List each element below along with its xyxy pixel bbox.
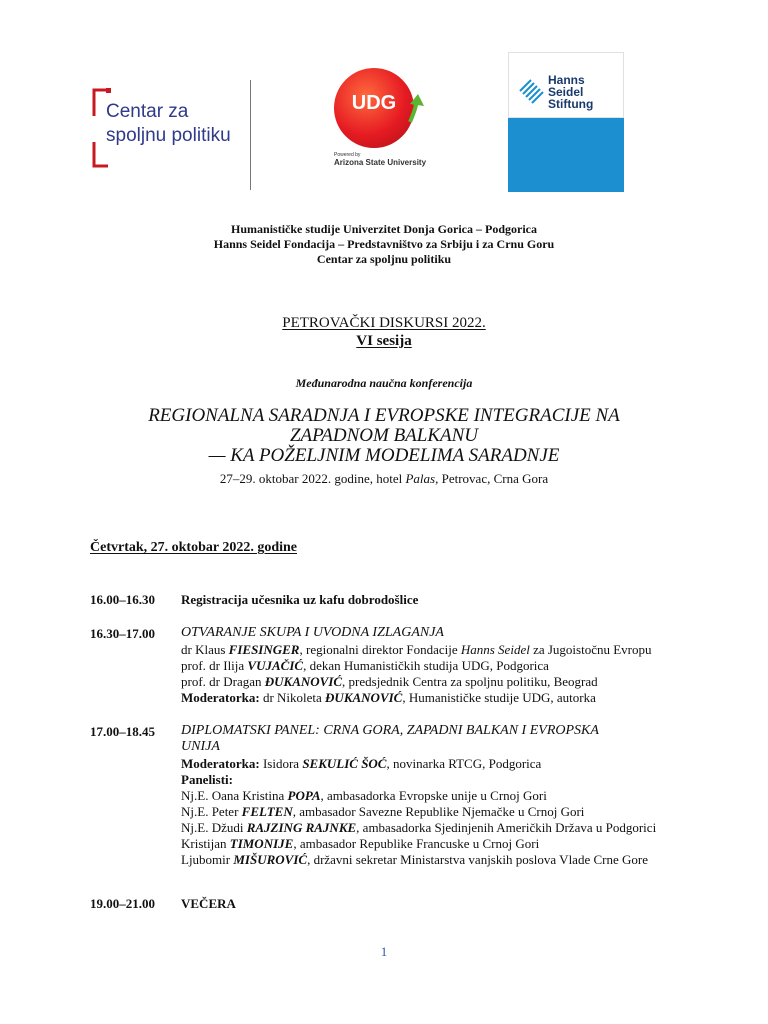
speaker-org: Hanns Seidel <box>460 642 530 657</box>
speaker-name: VUJAČIĆ <box>247 658 304 673</box>
hss-diamond-icon <box>518 78 544 104</box>
cfp-logo-text <box>106 100 231 148</box>
theme-line: — KA POŽELJNIM MODELIMA SARADNJE <box>208 445 560 466</box>
session-time: 17.00–18.45 <box>90 724 155 739</box>
panelist-role: , ambasador Republike Francuske u Crnoj Gori <box>293 836 540 851</box>
panelist-name: POPA <box>287 788 321 803</box>
panelist-role: , ambasador Savezne Republike Njemačke u Crnoj Gori <box>292 804 585 819</box>
session-time: 16.30–17.00 <box>90 626 155 641</box>
event-title-block <box>0 314 768 350</box>
panelists-label: Panelisti: <box>181 772 233 787</box>
moderator-label: Moderatorka: <box>181 756 260 771</box>
page-number: 1 <box>380 944 388 959</box>
moderator-line <box>181 756 541 772</box>
speaker-prefix: prof. dr Ilija <box>181 658 248 673</box>
session-title: Registracija učesnika uz kafu dobrodošlice <box>181 592 419 607</box>
hss-logo-band <box>508 118 624 192</box>
organizer-line: Hanns Seidel Fondacija – Predstavništvo za Srbiju i za Crnu Goru <box>213 237 555 251</box>
udg-logo <box>330 68 440 168</box>
centar-za-spoljnu-politiku-logo <box>88 80 256 190</box>
speaker-name: ĐUKANOVIĆ <box>264 674 343 689</box>
speaker-role: , dekan Humanističkih studija UDG, Podgorica <box>303 658 549 673</box>
panelist-line <box>181 820 656 836</box>
panelist-line <box>181 804 584 820</box>
session-title: VEČERA <box>181 896 236 911</box>
panelist-prefix: Kristijan <box>181 836 230 851</box>
moderator-role: , Humanističke studije UDG, autorka <box>402 690 596 705</box>
session-title: DIPLOMATSKI PANEL: CRNA GORA, ZAPADNI BALKAN I EVROPSKA <box>181 723 599 738</box>
speaker-line <box>181 658 549 674</box>
panelist-line <box>181 788 547 804</box>
moderator-prefix: dr Nikoleta <box>259 690 326 705</box>
dates-suffix: , Petrovac, Crna Gora <box>435 471 549 486</box>
day-heading-text: Četvrtak, 27. oktobar 2022. godine <box>90 540 298 555</box>
hss-line3: Stiftung <box>548 97 594 111</box>
hss-line2: Seidel <box>548 85 584 99</box>
theme-line: REGIONALNA SARADNJA I EVROPSKE INTEGRACIJE NA <box>148 405 620 426</box>
session-title-continued: UNIJA <box>181 739 220 754</box>
event-session: VI sesija <box>356 333 412 349</box>
speaker-name: FIESINGER <box>228 642 300 657</box>
moderator-label: Moderatorka: <box>181 690 260 705</box>
udg-university: Arizona State University <box>334 158 427 167</box>
panelist-prefix: Ljubomir <box>181 852 234 867</box>
moderator-role: , novinarka RTCG, Podgorica <box>386 756 542 771</box>
panelist-name: RAJZING RAJNKE <box>246 820 357 835</box>
panelist-name: MIŠUROVIĆ <box>233 852 308 867</box>
hss-logo-text <box>548 74 593 110</box>
speaker-role-end: za Jugoistočnu Evropu <box>529 642 652 657</box>
cfp-line2: spoljnu politiku <box>106 125 231 146</box>
panelist-name: FELTEN <box>241 804 293 819</box>
speaker-role: , regionalni direktor Fondacije <box>299 642 461 657</box>
moderator-name: ĐUKANOVIĆ <box>325 690 403 705</box>
speaker-line <box>181 674 598 690</box>
speaker-line <box>181 642 652 658</box>
session-time: 19.00–21.00 <box>90 896 155 911</box>
speaker-prefix: dr Klaus <box>181 642 229 657</box>
speaker-prefix: prof. dr Dragan <box>181 674 265 689</box>
panelist-role: , državni sekretar Ministarstva vanjskih poslova Vlade Crne Gore <box>307 852 648 867</box>
speaker-role: , predsjednik Centra za spoljnu politiku, Beograd <box>342 674 598 689</box>
panelist-prefix: Nj.E. Peter <box>181 804 242 819</box>
panelist-line <box>181 836 539 852</box>
panelist-name: TIMONIJE <box>229 836 294 851</box>
dates-prefix: 27–29. oktobar 2022. godine, hotel <box>219 471 406 486</box>
hotel-name: Palas <box>405 471 436 486</box>
moderator-name: SEKULIĆ ŠOĆ <box>302 756 387 771</box>
event-dates-location <box>0 471 768 487</box>
udg-label: UDG <box>351 92 397 114</box>
session-title: OTVARANJE SKUPA I UVODNA IZLAGANJA <box>181 625 444 640</box>
organizer-line: Centar za spoljnu politiku <box>316 252 452 266</box>
cfp-line1: Centar za <box>106 101 189 122</box>
panelist-role: , ambasadorka Sjedinjenih Američkih Država u Podgorici <box>356 820 657 835</box>
udg-arrow-icon <box>406 94 428 124</box>
logo-divider <box>250 80 251 190</box>
theme-line: ZAPADNOM BALKANU <box>289 425 479 446</box>
organizer-line: Humanističke studije Univerzitet Donja Gorica – Podgorica <box>231 222 537 236</box>
session-time: 16.00–16.30 <box>90 592 155 607</box>
panelist-role: , ambasadorka Evropske unije u Crnoj Gori <box>320 788 547 803</box>
hanns-seidel-stiftung-logo <box>508 52 624 192</box>
panelist-line <box>181 852 648 868</box>
udg-powered-by: Powered by <box>334 152 361 158</box>
conference-theme <box>0 406 768 466</box>
event-title: PETROVAČKI DISKURSI 2022. <box>282 315 486 331</box>
day-heading <box>90 540 297 556</box>
hss-line1: Hanns <box>548 73 585 87</box>
panelist-prefix: Nj.E. Oana Kristina <box>181 788 288 803</box>
conference-type: Međunarodna naučna konferencija <box>295 376 473 390</box>
moderator-prefix: Isidora <box>259 756 303 771</box>
organizers-block <box>0 222 768 267</box>
moderator-line <box>181 690 596 706</box>
panelist-prefix: Nj.E. Džudi <box>181 820 247 835</box>
